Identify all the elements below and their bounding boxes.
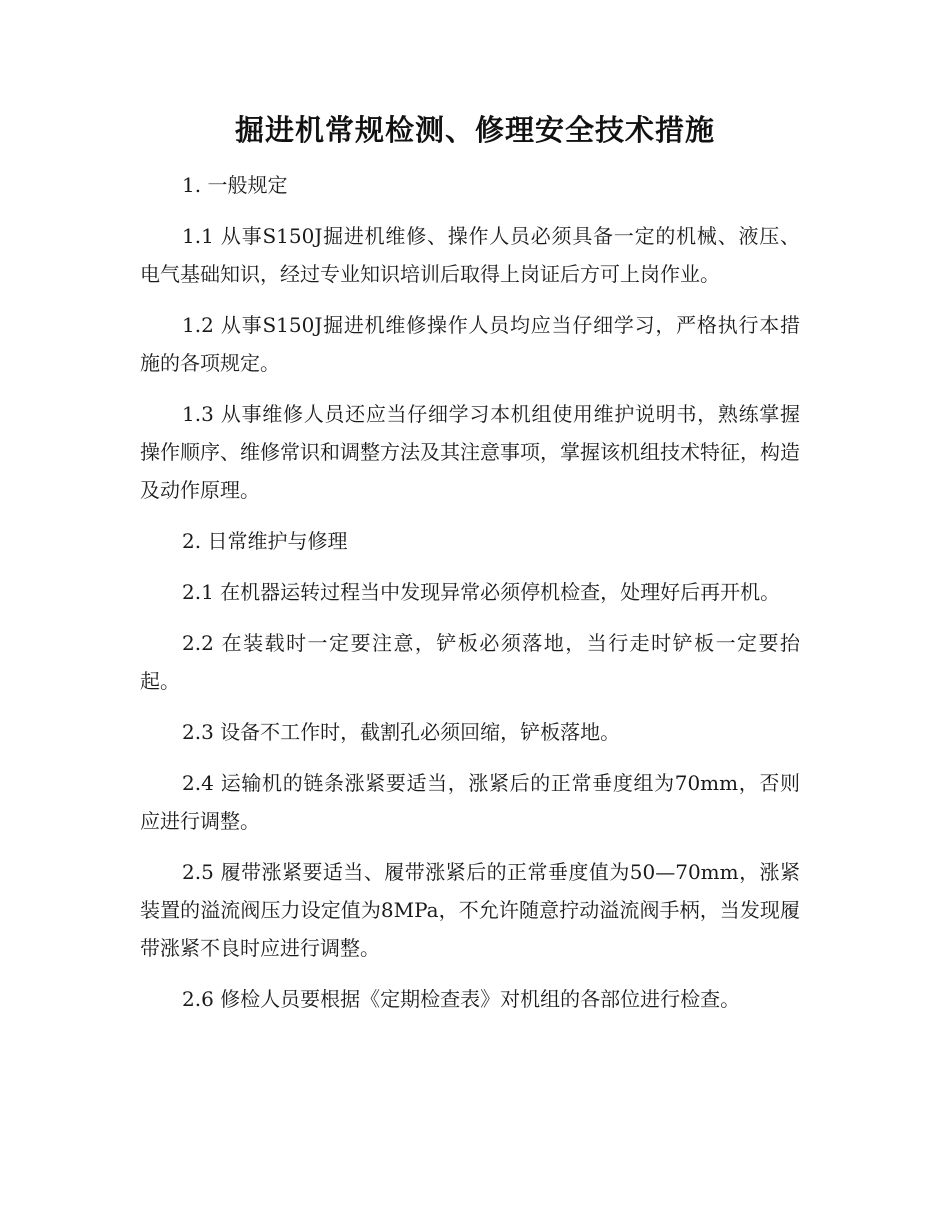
heading-daily-maintenance: 2. 日常维护与修理	[182, 529, 348, 553]
paragraph-1-1: 1.1 从事S150J掘进机维修、操作人员必须具备一定的机械、液压、电气基础知识，经过专业知识培训后取得上岗证后方可上岗作业。	[140, 224, 800, 286]
paragraph-2-2: 2.2 在装载时一定要注意，铲板必须落地，当行走时铲板一定要抬起。	[140, 631, 800, 693]
document-title: 掘进机常规检测、修理安全技术措施	[234, 113, 715, 147]
heading-general-rules: 1. 一般规定	[182, 173, 288, 197]
paragraph-2-1: 2.1 在机器运转过程当中发现异常必须停机检查，处理好后再开机。	[182, 580, 781, 604]
paragraph-1-2: 1.2 从事S150J掘进机维修操作人员均应当仔细学习，严格执行本措施的各项规定。	[140, 313, 800, 375]
paragraph-2-6: 2.6 修检人员要根据《定期检查表》对机组的各部位进行检查。	[182, 987, 741, 1011]
paragraph-2-4: 2.4 运输机的链条涨紧要适当，涨紧后的正常垂度组为70mm，否则应进行调整。	[140, 771, 800, 833]
paragraph-1-3: 1.3 从事维修人员还应当仔细学习本机组使用维护说明书，熟练掌握操作顺序、维修常识和调整方法及其注意事项，掌握该机组技术特征，构造及动作原理。	[140, 402, 800, 502]
paragraph-2-5: 2.5 履带涨紧要适当、履带涨紧后的正常垂度值为50—70mm，涨紧装置的溢流阀压力设定值为8MPa，不允许随意拧动溢流阀手柄，当发现履带涨紧不良时应进行调整。	[140, 860, 800, 960]
paragraph-2-3: 2.3 设备不工作时，截割孔必须回缩，铲板落地。	[182, 720, 621, 744]
document-body	[140, 166, 800, 1031]
